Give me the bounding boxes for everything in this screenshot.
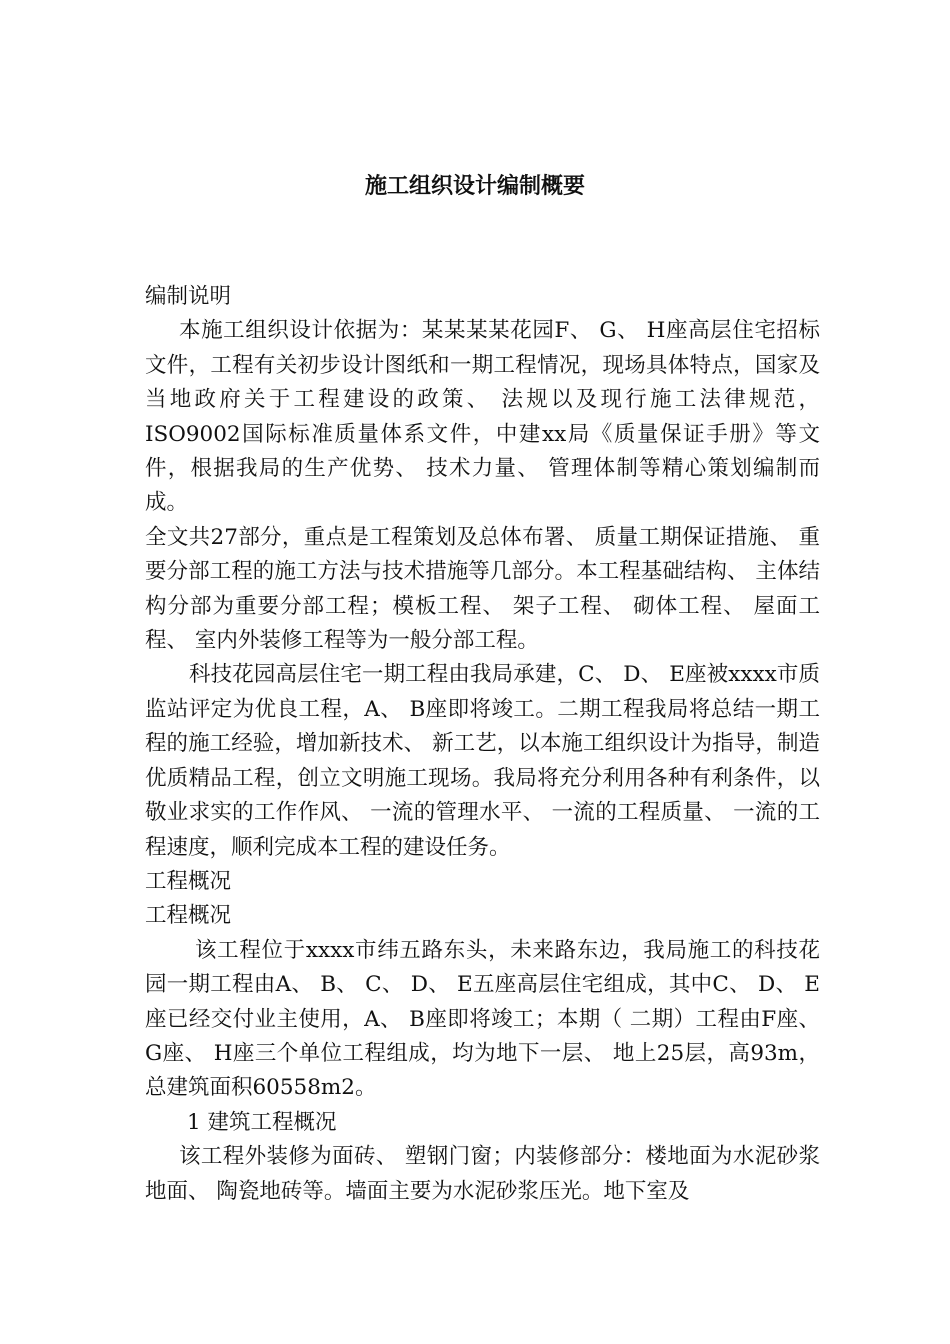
paragraph-basis: 本施工组织设计依据为：某某某某花园F、 G、 H座高层住宅招标文件，工程有关初步设计图纸和一期工程情况，现场具体特点，国家及当地政府关于工程建设的政策、 法规以及现行施工法律规范，ISO9002国际标准质量体系文件，中建xx局《质量保证手册》等文件，根据我局的生产优势、 技术力量、 管理体制等精心策划编制而成。 [145,318,820,516]
document-body [145,280,820,1209]
document-title: 施工组织设计编制概要 [364,174,585,199]
paragraph-decoration: 该工程外装修为面砖、 塑钢门窗；内装修部分：楼地面为水泥砂浆地面、 陶瓷地砖等。墙面主要为水泥砂浆压光。地下室及 [145,1144,820,1204]
section-heading-overview-1: 工程概况 [145,868,232,894]
paragraph-phase-one: 科技花园高层住宅一期工程由我局承建，C、 D、 E座被xxxx市质监站评定为优良工程，A、 B座即将竣工。二期工程我局将总结一期工程的施工经验，增加新技术、 新工艺，以本施工组织设计为指导，制造优质精品工程，创立文明施工现场。我局将充分利用各种有利条件，以敬业求实的工作作风、 一流的管理水平、 一流的工程质量、 一流的工程速度，顺利完成本工程的建设任务。 [145,662,820,860]
sub-heading-architecture: 1 建筑工程概况 [187,1109,337,1135]
paragraph-structure: 全文共27部分，重点是工程策划及总体布署、 质量工期保证措施、 重要分部工程的施工方法与技术措施等几部分。本工程基础结构、 主体结构分部为重要分部工程；模板工程、 架子工程、 砌体工程、 屋面工程、 室内外装修工程等为一般分部工程。 [145,524,820,654]
section-heading-overview-2: 工程概况 [145,903,232,929]
paragraph-location: 该工程位于xxxx市纬五路东头，未来路东边，我局施工的科技花园一期工程由A、 B、 C、 D、 E五座高层住宅组成，其中C、 D、 E座已经交付业主使用，A、 B座即将竣工；本期（ 二期）工程由F座、 G座、 H座三个单位工程组成，均为地下一层、 地上25层，高93m，总建筑面积60558m2。 [145,937,820,1101]
section-heading-compilation: 编制说明 [145,284,232,309]
